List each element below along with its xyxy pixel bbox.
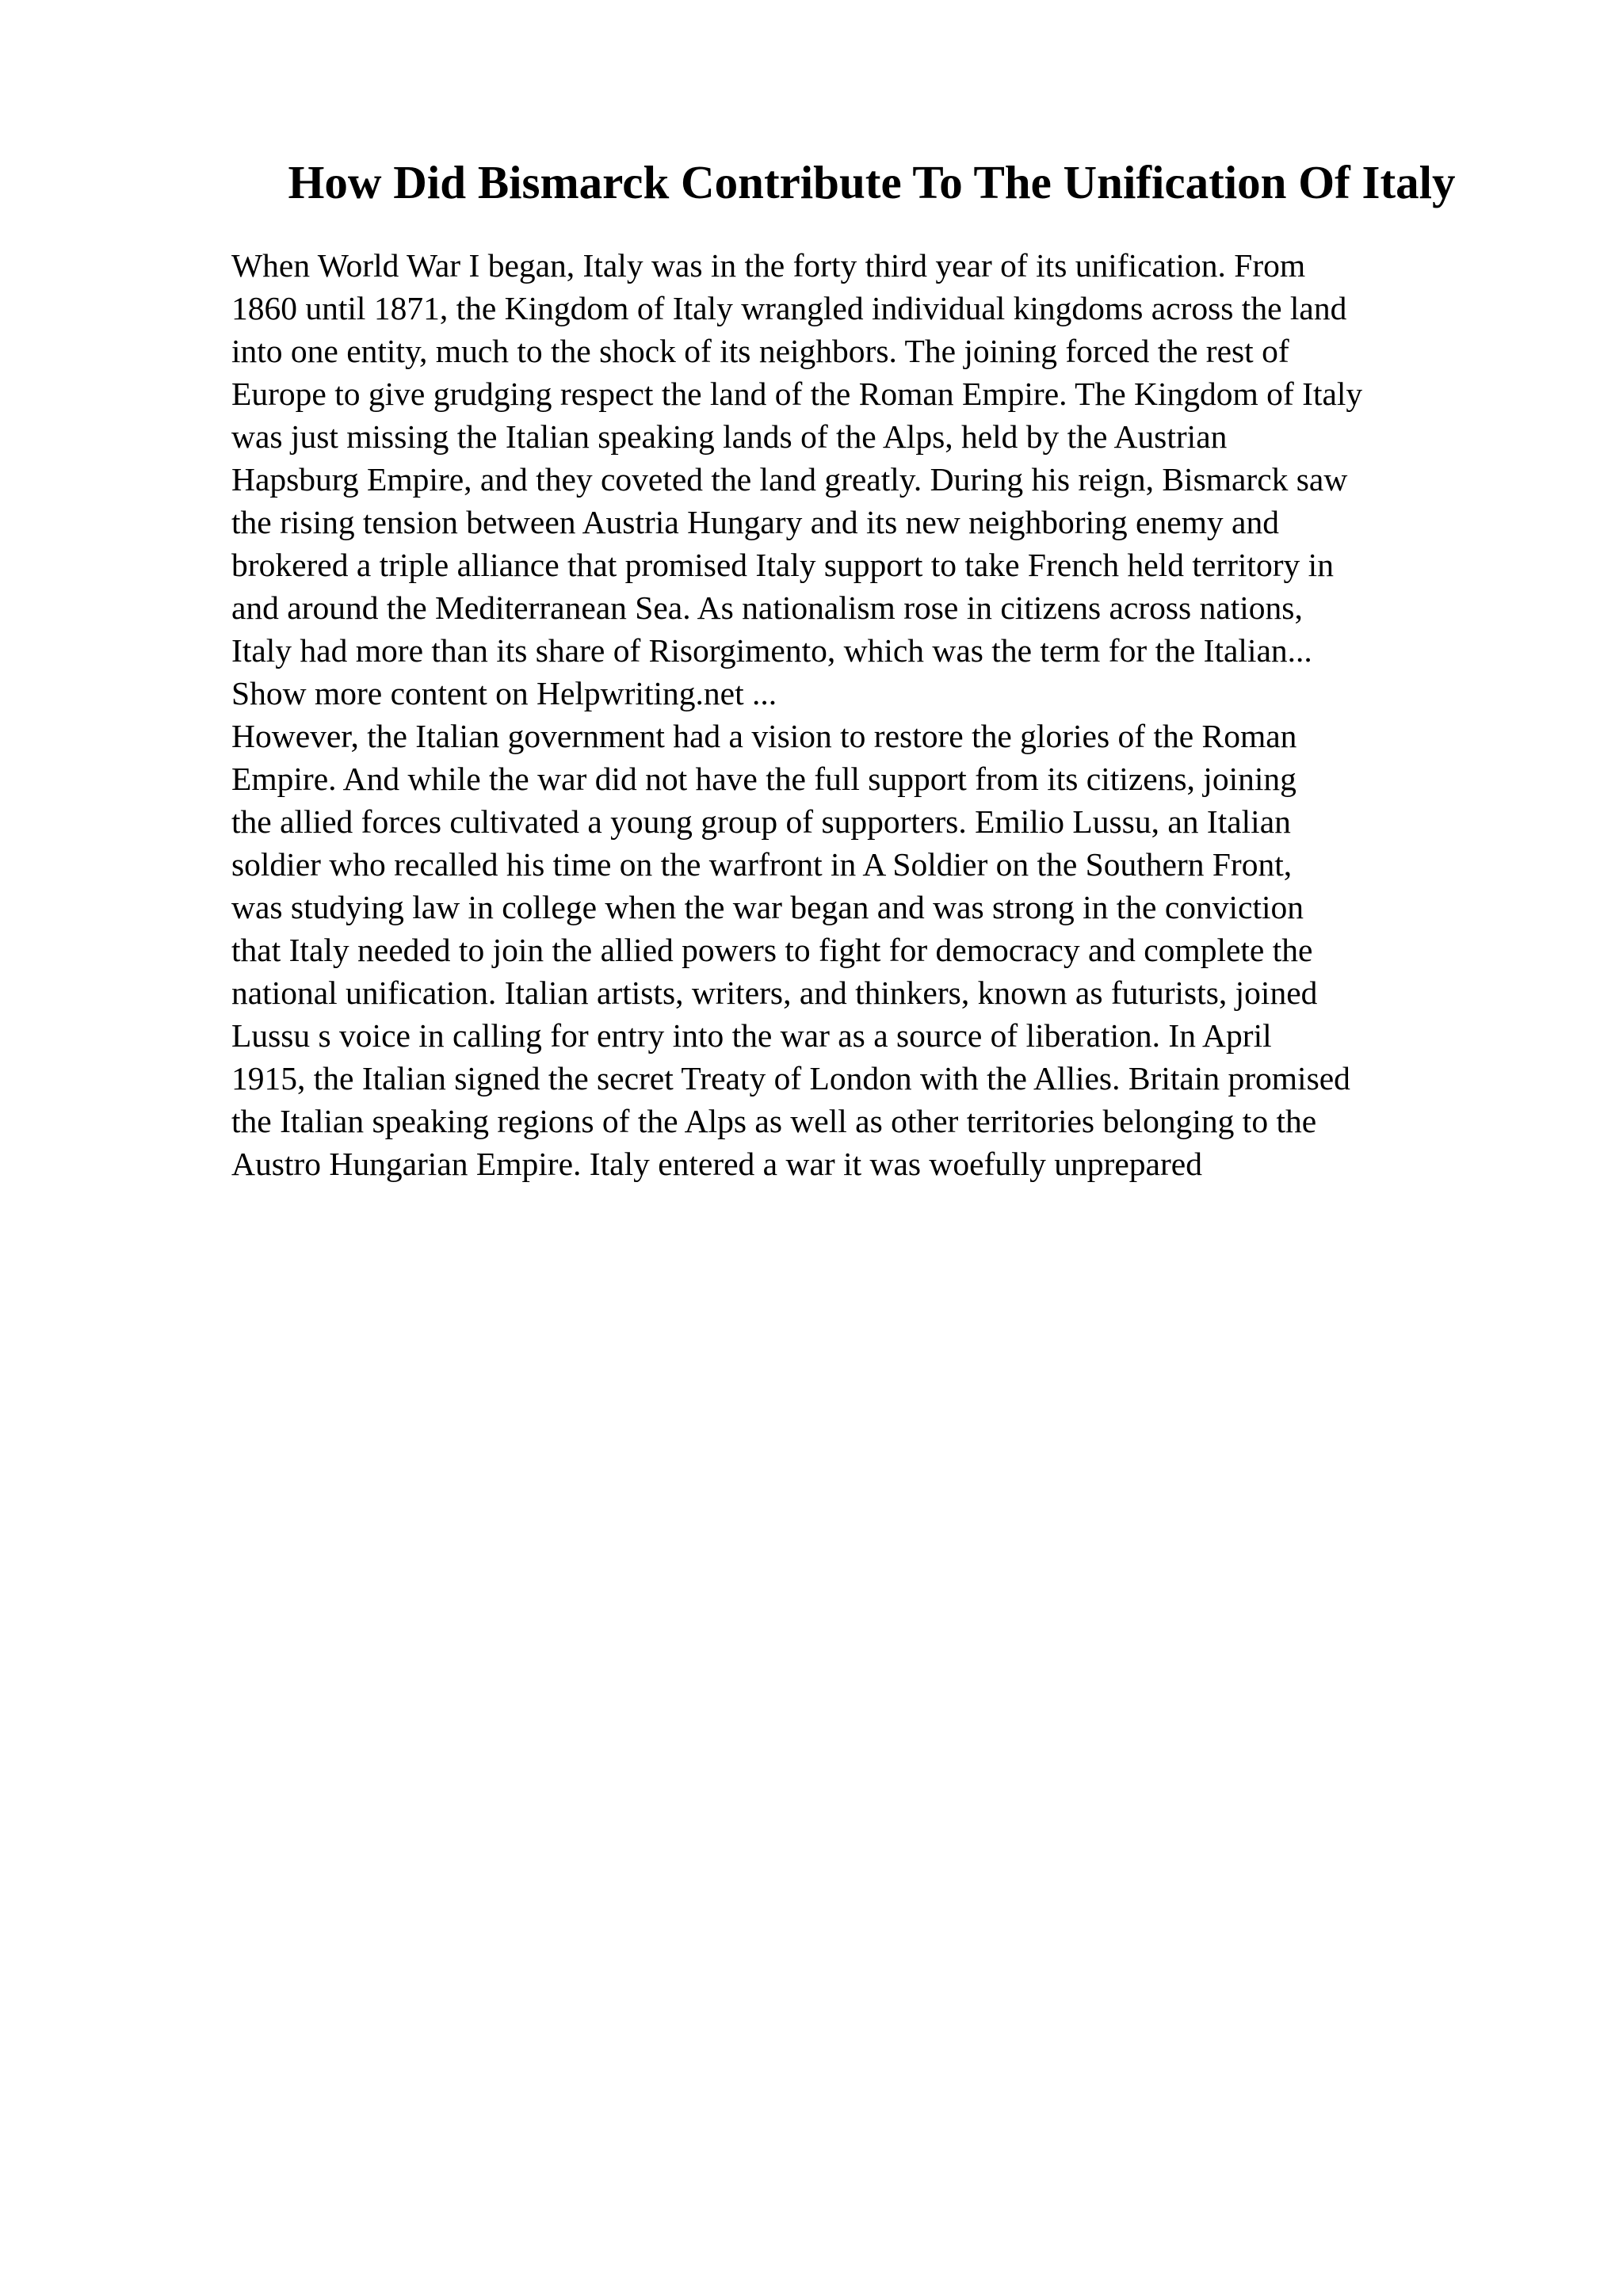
document-body <box>231 244 1515 1185</box>
body-line: 1915, the Italian signed the secret Treaty of London with the Allies. Britain promised <box>231 1060 1350 1097</box>
body-line: that Italy needed to join the allied powers to fight for democracy and complete the <box>231 932 1313 968</box>
body-line: national unification. Italian artists, writers, and thinkers, known as futurists, joined <box>231 974 1318 1011</box>
document-title: How Did Bismarck Contribute To The Unification Of Italy <box>288 156 1456 208</box>
body-line: Hapsburg Empire, and they coveted the land greatly. During his reign, Bismarck saw <box>231 461 1348 498</box>
body-line: Austro Hungarian Empire. Italy entered a war it was woefully unprepared <box>231 1146 1202 1182</box>
body-line: However, the Italian government had a vision to restore the glories of the Roman <box>231 718 1297 754</box>
body-line: soldier who recalled his time on the warfront in A Soldier on the Southern Front, <box>231 846 1293 883</box>
body-line: Lussu s voice in calling for entry into the war as a source of liberation. In April <box>231 1017 1272 1054</box>
body-line: the allied forces cultivated a young group of supporters. Emilio Lussu, an Italian <box>231 803 1291 840</box>
body-line: the Italian speaking regions of the Alps as well as other territories belonging to the <box>231 1103 1317 1139</box>
body-line: When World War I began, Italy was in the forty third year of its unification. From <box>231 247 1306 284</box>
body-line: Empire. And while the war did not have the full support from its citizens, joining <box>231 761 1296 797</box>
body-line: Europe to give grudging respect the land of the Roman Empire. The Kingdom of Italy <box>231 376 1363 412</box>
body-line: into one entity, much to the shock of its neighbors. The joining forced the rest of <box>231 333 1289 369</box>
body-line: brokered a triple alliance that promised Italy support to take French held territory in <box>231 547 1334 583</box>
body-line: and around the Mediterranean Sea. As nationalism rose in citizens across nations, <box>231 589 1303 626</box>
show-more-link-text: Show more content on Helpwriting.net ... <box>231 675 777 711</box>
body-line: was just missing the Italian speaking lands of the Alps, held by the Austrian <box>231 418 1228 455</box>
body-line: 1860 until 1871, the Kingdom of Italy wrangled individual kingdoms across the land <box>231 290 1347 326</box>
body-line: the rising tension between Austria Hungary and its new neighboring enemy and <box>231 504 1279 540</box>
body-line: was studying law in college when the war began and was strong in the conviction <box>231 889 1304 925</box>
body-line: Italy had more than its share of Risorgimento, which was the term for the Italian... <box>231 632 1312 669</box>
